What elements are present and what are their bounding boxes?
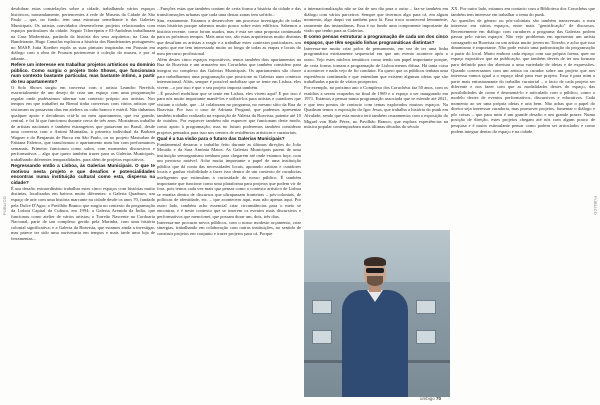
interview-question: E como pensas estruturar a programação de cada um dos cinco espaços, que têm seguido linhas programáticas distintas? [304,34,448,45]
body-paragraph: Interessa-me procurar novos públicos, com o nosso modesto orçamento, criar sinergias, trabalhando em colaboração com outras instituições, no sentido de construir projetos em conjunto e trazer projetos para cá. Porque [157,219,301,236]
body-paragraph: O Solo Shows surgiu em conversa com o artista Leandro Nerefuh, essencialmente de um desejo de criar um espaço com uma programação regular onde pudéssemos alternar um contexto próprio aos artistas. Nos tempos em que trabalhei na Bienal tinha conversas com vários artistas que visitavam ou passavam dias em ateliers ou cubo branco e estéril. Não tínhamos qualquer apoio e decidimos criá-lo no meu apartamento, que era grande, central, e foi lá que funcionou durante cerca de três anos. Mostrámos trabalho de artistas nacionais e também estrangeiros que passavam no Brasil, desde uma conversa com o Antoni Muntadas, à primeira individual da Barbara Wagner e do Benjamin de Burca em São Paulo, ou ao projeto Masturbar de Fabiana Faleiros, que transformou o apartamento num bar com performances semanais. Primeiro funcionou como salon, com momentos discursivos e performativos – algo que quero também trazer para as Galerias Municipais, trabalhando diferentes temporalidades, para além de projetos expositivos. [11,84,155,162]
body-paragraph: XX. Por outro lado, estamos em contacto com a Biblioteca dos Coruchéus que também tem interesse em trabalhar o tema do punk. [451,6,595,17]
photo-window [312,300,332,314]
body-paragraph: Interessa-me muito criar polos de pensamento, em vez de ter uma linha programática estritamente sequencial em que um evento acontece após o outro. Vejo estes núcleos temáticos como tendo um papel importante porque, de certa forma, tornam a programação de Lisboa menos difusa. Há tanta coisa a acontecer e nada vejo de fio condutor. Eu quero que os públicos tenham uma experiência continuada e que entendam que existem algumas ideias que são trabalhadas a partir de vários prospectos. [304,45,448,85]
body-paragraph: ...É possível mobilizar que se tente em Lisboa, eles vivem aqui? E por isso é para nós muito importante mantê-los e utilizá-los para artistas e curadores que visitam a cidade, que ...lá colaboram no programa, no mesmo sítio da Rua da Boavista. Por isso o caso de Adriana Proganó, que pudemos apresentar também trabalho realizado na exposição de Valeria da Boavista, patente até 10 de outubro. Por esquecer também não esquecer que funcionam deste modo, como apoio à programação, mas no futuro poderemos também considerar projetos pensados para isso nos centros de residências artísticas e curatoriais. [157,90,301,135]
person-hair [364,257,386,266]
text-column-3 [304,6,448,130]
person-sunglasses [366,268,384,273]
photo-window [312,330,332,344]
folio-number: 70 [436,396,442,401]
left-margin-label: PÚBLICO [2,196,7,215]
person-shirt [342,290,408,397]
text-column-4 [451,6,595,135]
photo-window [416,300,436,314]
body-paragraph: desdobrar estas constelações sobre a cidade, trabalhando vários espaços históricos, nomeadamente, pertencentes à rede de Museus da Cidade de São Paulo – que, no fundo, tem uma estrutura semelhante à das Galerias Municipais. Os artistas convidados desenvolvem projetos relacionados com espaços particulares da cidade. Seguir Tcherepnin e El-Andaleas trabalharam na Casa Modernista, partindo da história dos seus arquitetos; na Casa da Bandeirante, Hugo Canoilas explorou a história dos Bandeirantes portugueses; no MASP, Jutta Koether expôs as suas pinturas inspiradas em Poussin em diálogo com a obra de Poussin pertencente à coleção do museu, e por aí adiante... [11,6,155,61]
body-paragraph: Ao questões de género ou pós-coloniais são também transversais a meu interesse em vários espaços, entre mais "gentrificação" de discursos. Recentemente em diálogo com curadores a programa das Galerias podem passar pelo vários espaços. Não vejo problemas em apresentar um artista consagrado na Boavista ou um artista muito jovem no Torreão, e acho que isso dinamismo é importante. Não pode existir uma padronização da programação a partir do local. Muito embora cada espaço com sua própria forma, quer no espaço expositivo que na publicação, que também deveis de ter um formato para definido para dar abertura a uma variedade de ideias e de expressões. Quando conversamos com um artista ou curador sobre um projeto que nos interessa vamos igual a o espaço ideal para esse projeto. Essa é para mim a parte mais entusiasmante do trabalho curatorial – o facto de cada projeto ser diferente e nos fazer com que as modalidades destes do espaço, das possibilidades de como é desmontá-lo e articulado com o público, como o modelo destes de eventos performativos, discursivos e educativos. Cada momento ao ser uma própria ideias e aria bem. Não achas que o papel do diretor seja interessar curadoria, mas promover projetos, fomentar o diálogo e pôr coisas – que para mim é um grande desafio e um grande prazer. Numa posição de direção, estes projetos chegam até nós com algum pouco de pesquisa e é muito estimulante pensar como podem ser articulados e como podem integrar dentro do espaço e na cidade. [451,17,595,134]
body-paragraph: Por exemplo, no próximo ano o Complexo dos Coruchéus faz 50 anos, com os estúdios a serem ocupados no final de 1969 e o espaço a ser inaugurado em 1971. Estamos a pensar numa programação associada que se estende até 2021, e que tem pontos de contacto com temas explorados noutros espaços. Na Quadrum temos a exposição do Igor Jesus, que trabalha a história do punk em Alvalade, sendo que esta mostra terá também cruzamentos com a exposição do Miguel von Hafe Pérez, no Pavilhão Branco, que explora experiências na música popular contemporânea mais últimas décadas do século [304,85,448,130]
interview-question: Regressando então a Lisboa, às Galerias Municipais. O que te motivou nesta projeto e que desafios e potencialidades encontras numa instituição cultural como esta, dispersa na cidade? [11,163,155,185]
folio-brand: umbigo [420,396,435,401]
body-paragraph: Sim, exatamente. Estamos a desenvolver um processo investigação de todas estas histórias porque sabemos muito pouco sobre estes edifícios. Sabemos a história recente, como foram usados, mas é esta ser uma proposta continuada para os próximos tempos. Mais uma vez, são estas arquiteturas muito distintas que desafiam os artistas a reagir e a trabalhar estes contextos particulares, um aspeto que me tem interessado muito ao longo de todas as etapas e locais do meu percurso profissional. [157,17,301,56]
right-margin-label: PÚBLICO [593,196,598,215]
person-beard [367,276,383,286]
body-paragraph: Fundamental destacar o trabalho feito durante as últimas direções do João Mourão e da Sara Antónia Matos. As Galerias Municipais parem de uma instituição semorganismo nenhum para chegarem até onde estamos hoje, com um percurso notável. Acho muito importante o papel de uma instituição pública que dá conta das necessidades locais, apoiando artistas e curadores locais e ganhar visibilidade a fazer isso dentro de um contexto de curadorias inteligentes que estimulam a curiosidade do nosso público. É também importante que funcione como uma plataforma para projetos que podem vir de fora, pois temos cada vez mais que pensar como o contexto artístico de Lisboa se enraíza dentro de discursos que ultrapassam fronteiras – pós-coloniais, de políticas de identidade, etc. – que acontecem aqui, mas não apenas aqui. Por outro lado, também acho essencial criar circunstâncias para o meio se encontrar, e é neste contexto que se inserem os eventos mais discursivos e performativos que mencionei, que possam durar um, dois, três dias. [157,141,301,219]
body-paragraph: Além destes cinco espaços expositivos, temos também dois apartamentos na Rua da Boavista e um armazém nos Coruchéus que também considero para integrar no complexo das Galerias Municipais. Os apartamentos são chave para trabalharmos uma programação que posicione as Galerias num contexto internacional. Aliás, sempre é possível mobilizar que se tente em Lisboa, eles vivem ...o por isso é que o seu projeto importa também. [157,56,301,90]
body-paragraph: ...Funções estas que também contam de certa forma a história da cidade e das transformações urbanas que cada uma destas zonas tem sofrido... [157,6,301,17]
photo-window [416,330,436,344]
text-column-1 [11,6,155,242]
interview-question: Refere um interesse em trabalhar projetos artísticos ou domínio público. Como surgiu o projeto Solo Shows, que funcionava num contexto bastante particular, mas bastante íntimo, a partir do teu apartamento? [11,61,155,84]
page-folio [420,396,441,401]
text-column-2 [157,6,301,237]
interview-question: Qual é a tua visão para o futuro das Galerias Municipais? [157,135,285,141]
body-paragraph: a internacionalização não se faz de um dia para o outro – faz-se também em diálogo com vários parceiros. Sempre que tivermos algo para cá, em algum momento, algo daqui vai também para lá. Essa troca acontecerá lentamente, raramente das instantâneas. Essa é no fundo uma componente importante da visão que tenho para as Galerias. [304,6,448,34]
portrait-photo [304,230,450,397]
body-paragraph: É um desafio extraordinário trabalhar estes cinco espaços com histórias muito distintas, localizados em bairros muito diferentes: a Galeria Quadrum, um espaço de arte com uma história marcante na cidade desde os anos 70, fundado pela Dulce D'Agro; o Pavilhão Branco que surgiu no contexto da programação da Lisboa Capital da Cultura, em 1994; a Galeria Avenida da Índia, que funcionou como atelier de vários artistas; o Torreão Nascente na Cordoaria Nacional, parte de um complexo gerido pela Marinha, com uma história colonial significativa; e a Galeria da Boavista, que estamos ainda a investigar, mas parece ter sido uma ourivesaria em tempos e mais tarde uma loja de ferramentas... [11,185,155,241]
